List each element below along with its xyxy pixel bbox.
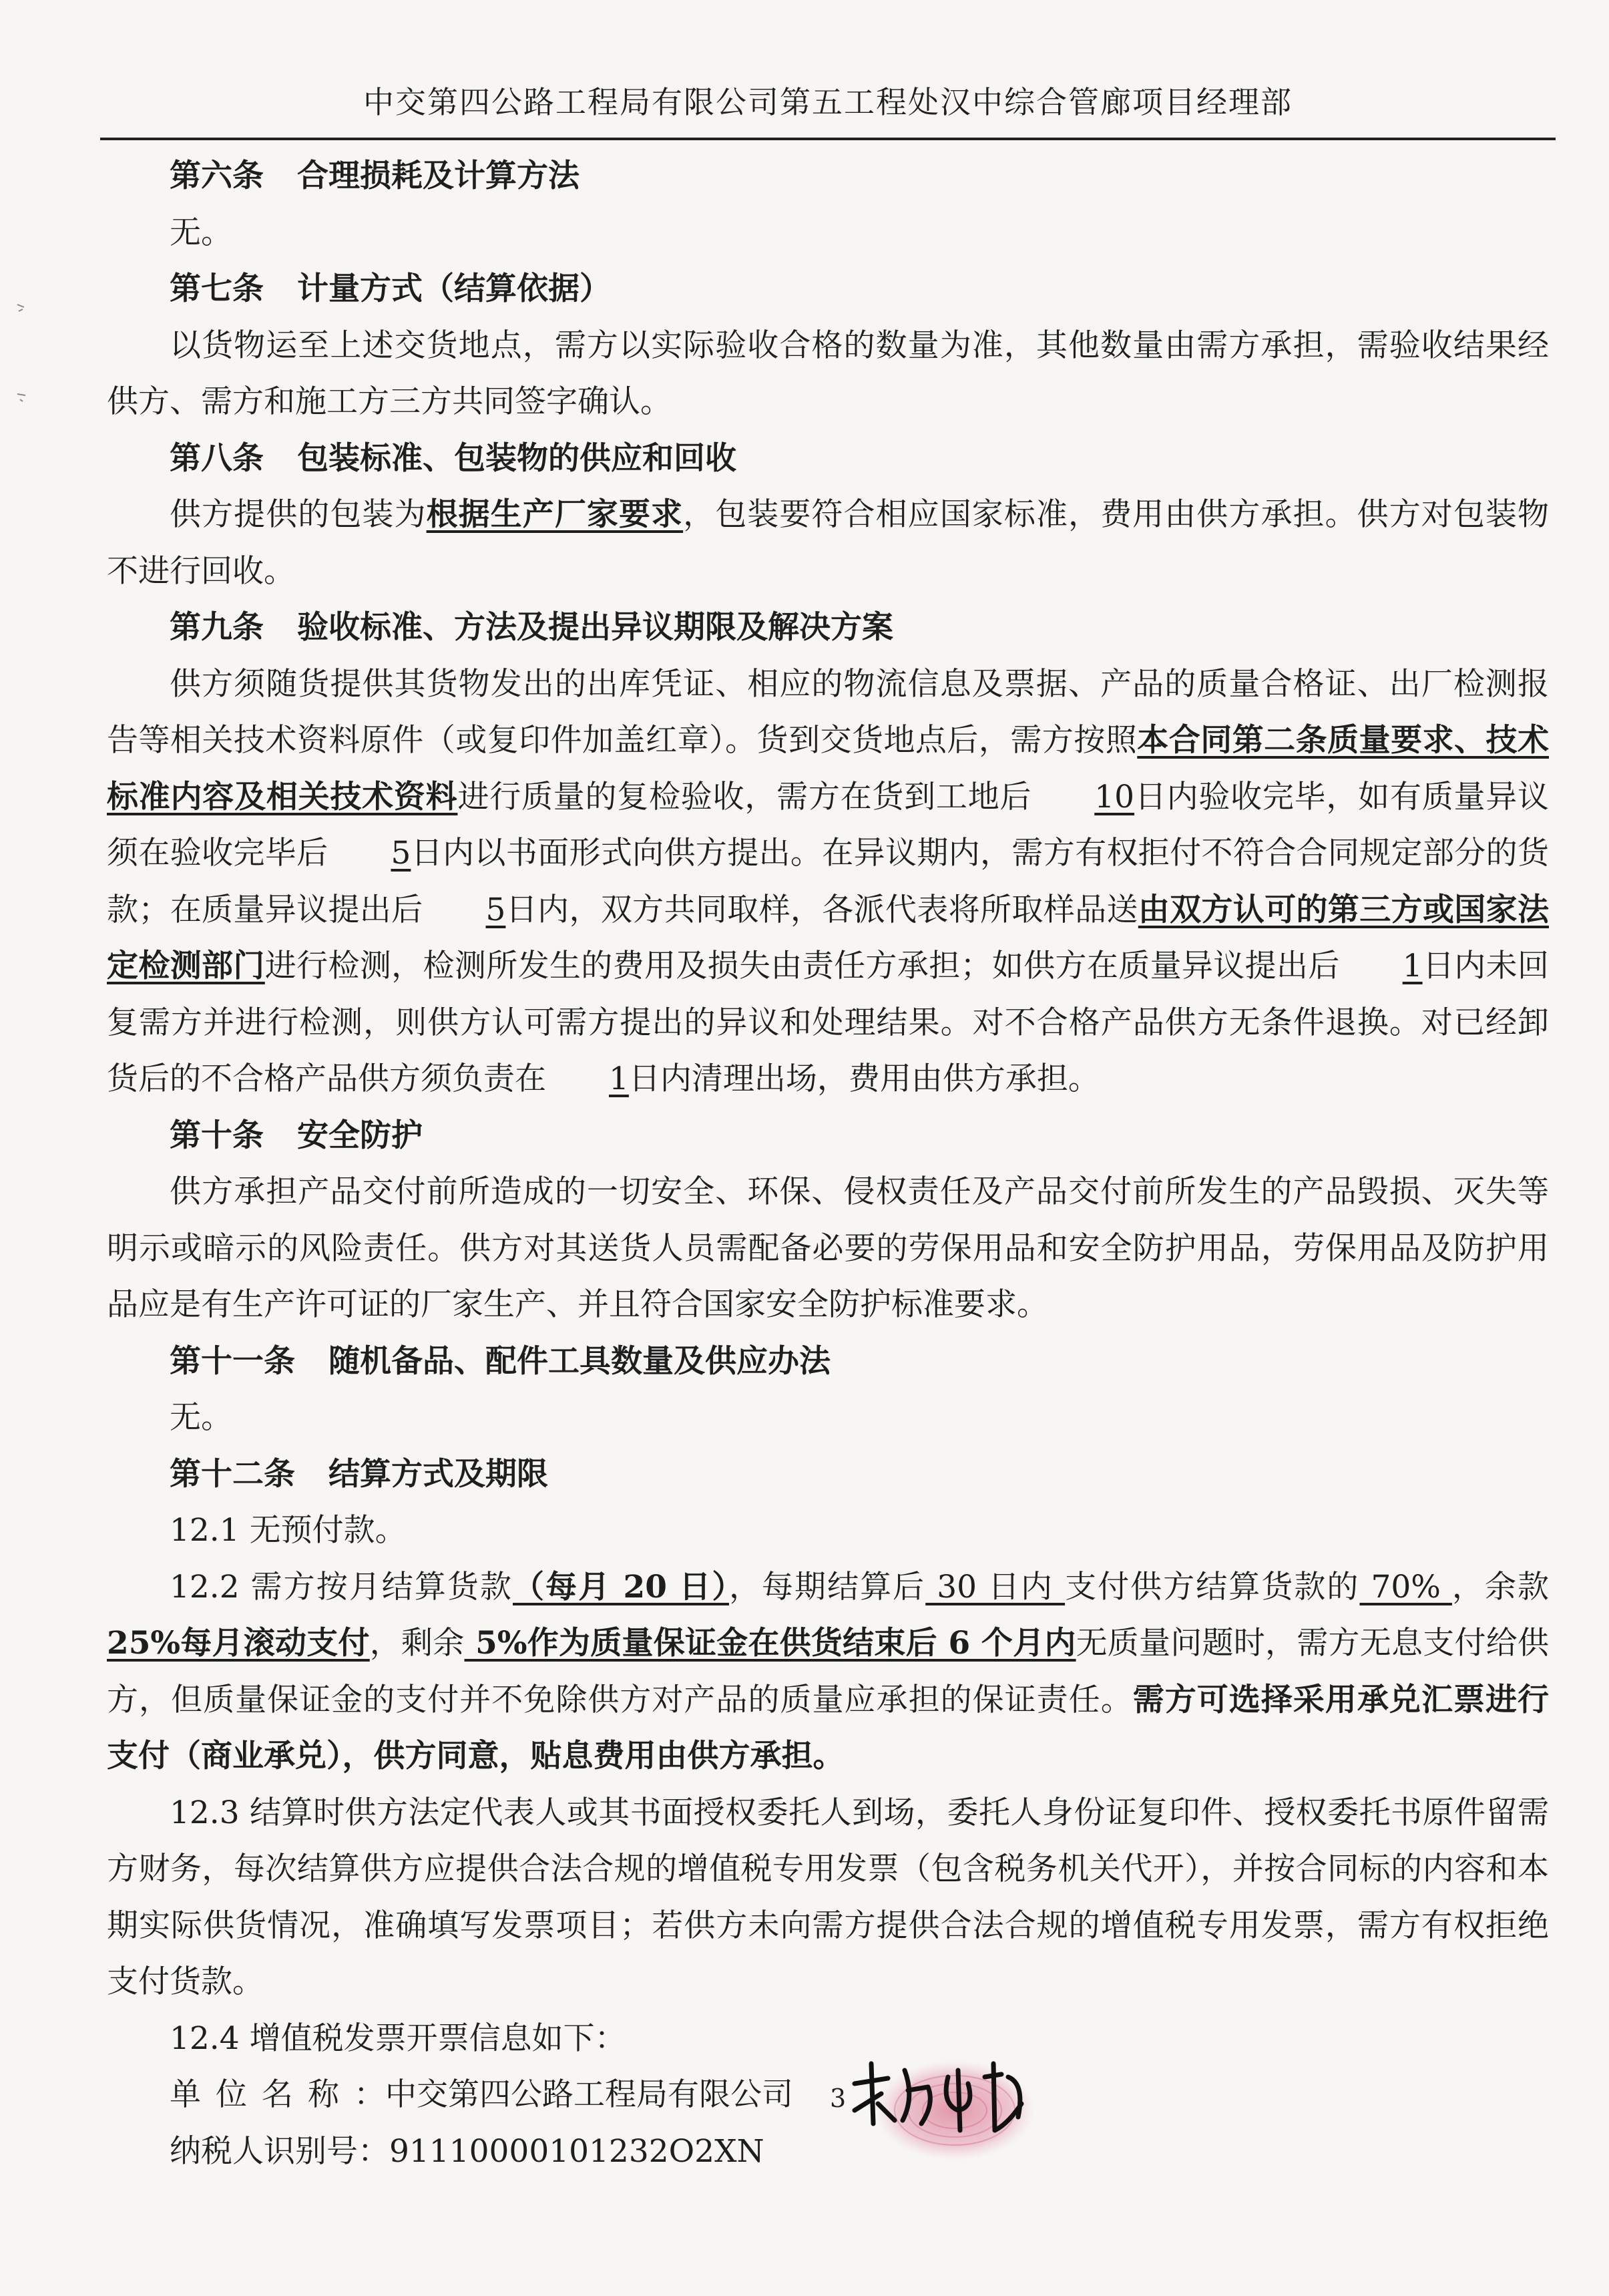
scan-marks	[13, 294, 40, 427]
header-rule	[100, 138, 1556, 140]
article-7-heading: 第七条 计量方式（结算依据）	[170, 270, 611, 307]
article-6-heading: 第六条 合理损耗及计算方法	[170, 158, 580, 194]
invoice-tax-id: 纳税人识别号：91110000101232O2XN	[170, 2132, 764, 2170]
handwritten-signature-with-fingerprint	[841, 2030, 1062, 2170]
article-8-heading: 第八条 包装标准、包装物的供应和回收	[170, 439, 736, 477]
article-12-heading: 第十二条 结算方式及期限	[170, 1455, 548, 1493]
article-6-body: 无。	[170, 214, 232, 251]
clause-12-2: 12.2 需方按月结算货款（每月 20 日），每期结算后 30 日内 支付供方结算货款的 70% ，余款 25%每月滚动支付，剩余 5%作为质量保证金在供货结束后 6 个月内无质量问题时，需方无息支付给供方，但质量保证金的支付并不免除供方对产品的质量应承担的保证责任。需方可选择采用承兑汇票进行支付（商业承兑），供方同意，贴息费用由供方承担。	[107, 1568, 1550, 1774]
article-11-heading: 第十一条 随机备品、配件工具数量及供应办法	[170, 1342, 831, 1380]
contract-body	[107, 148, 1549, 2180]
article-10-body: 供方承担产品交付前所造成的一切安全、环保、侵权责任及产品交付前所发生的产品毁损、灭失等明示或暗示的风险责任。供方对其送货人员需配备必要的劳保用品和安全防护用品，劳保用品及防护用品应是有生产许可证的厂家生产、并且符合国家安全防护标准要求。	[107, 1173, 1549, 1323]
article-7-body: 以货物运至上述交货地点，需方以实际验收合格的数量为准，其他数量由需方承担，需验收结果经供方、需方和施工方三方共同签字确认。	[107, 327, 1549, 420]
invoice-unit-name: 单位名称：中交第四公路工程局有限公司	[170, 2076, 793, 2113]
clause-12-3: 12.3 结算时供方法定代表人或其书面授权委托人到场，委托人身份证复印件、授权委托书原件留需方财务，每次结算供方应提供合法合规的增值税专用发票（包含税务机关代开），并按合同标的内容和本期实际供货情况，准确填写发票项目；若供方未向需方提供合法合规的增值税专用发票，需方有权拒绝支付货款。	[107, 1794, 1549, 2000]
clause-12-1: 12.1 无预付款。	[170, 1512, 407, 1549]
clause-12-4: 12.4 增值税发票开票信息如下：	[170, 2020, 626, 2057]
article-11-body: 无。	[170, 1399, 232, 1436]
article-8-body: 供方提供的包装为根据生产厂家要求，包装要符合相应国家标准，费用由供方承担。供方对包装物不进行回收。	[107, 496, 1550, 590]
article-10-heading: 第十条 安全防护	[170, 1117, 423, 1154]
article-9-heading: 第九条 验收标准、方法及提出异议期限及解决方案	[170, 609, 893, 646]
page-header: 中交第四公路工程局有限公司第五工程处汉中综合管廊项目经理部	[363, 84, 1293, 120]
article-9-body: 供方须随货提供其货物发出的出库凭证、相应的物流信息及票据、产品的质量合格证、出厂检测报告等相关技术资料原件（或复印件加盖红章）。货到交货地点后，需方按照本合同第二条质量要求、技术标准内容及相关技术资料进行质量的复检验收，需方在货到工地后 10日内验收完毕，如有质量异议须在验收完毕后 5日内以书面形式向供方提出。在异议期内，需方有权拒付不符合合同规定部分的货款；在质量异议提出后 5日内，双方共同取样，各派代表将所取样品送由双方认可的第三方或国家法定检测部门进行检测，检测所发生的费用及损失由责任方承担；如供方在质量异议提出后 1日内未回复需方并进行检测，则供方认可需方提出的异议和处理结果。对不合格产品供方无条件退换。对已经卸货后的不合格产品供方须负责在 1日内清理出场，费用由供方承担。	[107, 665, 1550, 1097]
page-number: 3	[830, 2084, 847, 2113]
